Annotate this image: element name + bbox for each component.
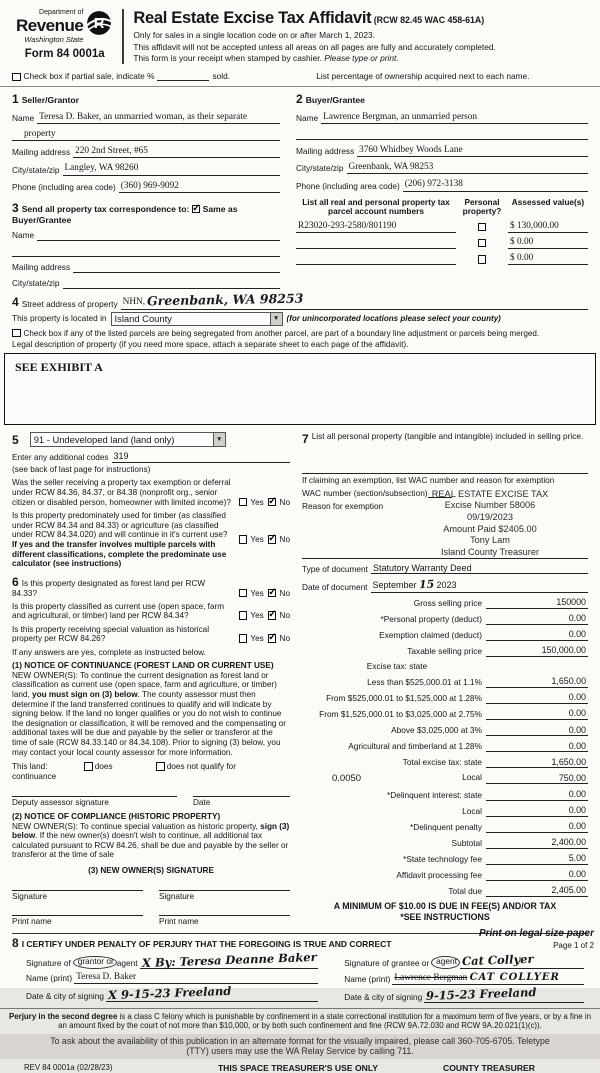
accessibility-note: To ask about the availability of this publication in an alternate format for the visually impaired, please call 360-705-6705. Teletype (TTY) users may use the WA Relay Service by calling 711. <box>0 1034 600 1059</box>
historic-question: Is this property receiving special valuation as historical property per RCW 84.26? Yes ✓ No <box>12 625 290 644</box>
header-divider <box>122 9 124 64</box>
certify-title: I CERTIFY UNDER PENALTY OF PERJURY THAT THE FOREGOING IS TRUE AND CORRECT <box>21 938 392 949</box>
located-in-label: This property is located in <box>12 312 107 323</box>
money-row: Exemption claimed (deduct) 0.00 <box>379 629 586 640</box>
section-1-heading: 1 Seller/Grantor <box>12 92 79 107</box>
assessed-value-field[interactable]: $ 130,000.00 <box>508 221 588 233</box>
new-owner-print-name-field[interactable]: Print name <box>159 915 290 927</box>
county-treasurer-label: COUNTY TREASURER <box>443 1062 535 1073</box>
excise-tax-state-header: Excise tax: state <box>366 660 428 671</box>
grantee-circled-label: agent <box>431 956 460 969</box>
buyer-mailing-field[interactable]: 3760 Whidbey Woods Lane <box>357 145 588 157</box>
money-value-field[interactable]: 0.00 <box>486 869 588 881</box>
seller-name-field-2[interactable]: property <box>12 129 280 141</box>
money-row: *Delinquent penalty 0.00 <box>410 821 586 832</box>
does-not-checkbox[interactable] <box>156 762 165 771</box>
buyer-name-row: Name Lawrence Bergman, an unmarried person <box>296 112 588 124</box>
page-number: Page 1 of 2 <box>553 941 594 950</box>
no-checkbox[interactable] <box>268 589 277 598</box>
affidavit-page: Department of Revenue Washington State R Form 84 0001a Real Estate Excise Tax Affidavit (RCW 82.45 WAC 458-61A) Only for sales in a single location code on or after March 1, 2023. This affidavit will not be accepted unless all areas on all pages are fully and accurately completed. This form is your receipt when stamped by cashier. Please type or print. Check box if partial sale, indicate % sold. List percentage of ownership acquired next to each name. 1 Seller/Grantor Name Teresa D. Baker, an unmarried woman, as their separate property Mailing address 220 2nd Street, #65 City/state/zip Langley, WA 98260 Phone (including area code) (360) 969-9092 3 Send all property tax correspondence to: ✓ Same as Buyer/Grantee Name Mailing address City/state/zip 2 Buyer/Grantee Name Lawrence Bergman, an unmarried person Mailing address 3760 Whidbey Woods Lane City/state/zip Greenbank, WA 98253 Phone (including area code) (206) 972-3138 List all real and personal property tax parcel account numbers Personal property? Assessed value(s) R23020-293-2580/801190 $ 130,000.00 $ 0.00 $ 0.00 4 Street address of property NHN, Greenbank, WA 98253 This property is located in Island County ▼ (for unincorporated locations please select your county) Check box if any of the listed parcels are being segregated from another parcel, are part of a boundary line adjustment or parcels being merged. Legal description of property (if you need more space, attach a separate sheet to each page of the affidavit). SEE EXHIBIT A 5 91 - Undeveloped land (land only) ▼ Enter any additional codes 319 (see back of last page for instructions) Was the seller receiving a property tax exemption or deferral under RCW 84.36, 84.37, or 84.38 (nonprofit org., senior citizen or disabled person, homeowner with limited income)? Yes ✓ No Is this property predominately used for timber (as classified under RCW 84.34 and 84.33) or agriculture (as classified under RCW 84.34.020) and will continue in it's current use? If yes and the transfer involves multiple parcels with different classifications, complete the predominate use calculator (see instructions) Yes ✓ No 6 Is this property designated as forest land per RCW 84.33? Yes ✓ No Is this property classified as current use (open space, farm and agricultural, or timber) land per RCW 84.34? Yes ✓ No Is this property receiving special valuation as historical property per RCW 84.26? Yes ✓ No If any answers are yes, complete as instructed below. (1) NOTICE OF CONTINUANCE (FOREST LAND OR CURRENT USE) NEW OWNER(S): To continue the current designation as forest land or classification as current use (open space, farm and agriculture, or timber) land, you must sign on (3) below. The county assessor must then determine if the land transferred continues to qualify and will indicate by signing below. If the land no longer qualifies or you do not wish to continue the designation or classification, it will be removed and the compensating or additional taxes will be due and payable by the seller or transferor at the time of sale (RCW 84.33.140 or 84.34.108). Prior to signing (3) below, you may contact your local county assessor for more information. This land: continuance does does not qualify for Deputy assessor signature Date (2) NOTICE OF COMPLIANCE (HISTORIC PROPERTY) NEW OWNER(S): To continue special valuation as historic property, sign (3) below. If the new owner(s) doesn't wish to continue, all additional tax calculated pursuant to RCW 84.26, shall be due and payable by the seller or transferor at the time of sale (3) NEW OWNER(S) SIGNATURE Signature Print name Signature Print name 7 List all personal property (tangible and intangible) included in selling price. If claiming an exemption, list WAC number and reason for exemption WAC number (section/subsection) Reason for exemption REAL ESTATE EXCISE TAX Excise Number 58006 09/19/2023 Amount Paid $2405.00 Tony Lam Island County Treasurer Type of document Statutory Warranty Deed Date of document September 15 2023 Gross selling price 150000 *Personal property (deduct) 0.00 Exemption claimed (deduct) 0.00 Taxable selling price 150,000.00 Excise tax: state Less than $525,000.01 at 1.1% 1,650.00 From $525,000.01 to $1,525,000 at 1.28% 0.00 From $1,525,000.01 to $3,025,000 at 2.75% 0.00 Above $3,025,000 at 3% 0.00 Agricultural and timberland at 1.28% 0.00 Total excise tax: state 1,650.00 0.0050 Local 750.00 *Delinquent interest: state 0.00 Local 0.00 *Delinquent penalty 0.00 Subtotal 2,400.00 *State technology fee 5.00 Affidavit processing fee 0.00 Total due 2,405.00 A MINIMUM OF $10.00 IS DUE IN FEE(S) AND/OR TAX *SEE INSTRUCTIONS 8 I CERTIFY UNDER PENALTY OF PERJURY THAT THE FOREGOING IS TRUE AND CORRECT Signature of grantor or agent X By: Teresa Deanne Baker Name (print) Teresa D. Baker Date & city of signing X 9-15-23 Freeland Signature of grantee or agent Cat Collyer Name (print) Lawrence Bergman CAT COLLYER Date & city of signing 9-15-23 Freeland Perjury in the second degree is a class C felony which is punishable by confinement in a state correctional institution for a maximum term of five years, or by a fine in an amount fixed by the court of not more than $10,000, or by both such confinement and fine (RCW 9A.72.030 and RCW 9A.20.021(1)(c)). To ask about the availability of this publication in an alternate format for the visually impaired, please call 360-705-6705. Teletype (TTY) users may use the WA Relay Service by calling 711. REV 84 0001a (02/28/23) THIS SPACE TREASURER'S USE ONLY COUNTY TREASURER Print on legal size paper Page 1 of 2 <box>0 0 600 988</box>
footer-row <box>0 1059 600 1073</box>
money-value-field[interactable]: 0.00 <box>486 741 588 753</box>
partial-sale-row <box>0 66 600 88</box>
grantee-signature-field[interactable] <box>460 951 584 969</box>
agency-name: Revenue <box>16 16 84 36</box>
partial-sale-checkbox[interactable] <box>12 73 21 82</box>
exemption-area <box>302 489 588 559</box>
local-rate: 0.0050 <box>332 773 362 785</box>
deputy-date-field[interactable]: Date <box>193 796 290 808</box>
money-row: *Personal property (deduct) 0.00 <box>380 613 586 624</box>
parcel-number-field[interactable]: R23020-293-2580/801190 <box>296 221 456 233</box>
date-handwriting: 15 <box>418 578 435 592</box>
type-of-document-field[interactable]: Statutory Warranty Deed <box>371 563 588 575</box>
stamp-line: Excise Number 58006 <box>444 500 536 511</box>
money-value-field[interactable]: 0.00 <box>486 725 588 737</box>
title-block <box>133 9 496 64</box>
partial-sale-percent-field[interactable] <box>157 72 209 81</box>
stamp-line: Amount Paid $2405.00 <box>443 523 537 534</box>
parcel-table-header: List all real and personal property tax parcel account numbers Personal property? Assessed value(s) <box>302 196 585 217</box>
grantee-struck-name: Lawrence Bergman <box>394 972 468 983</box>
seller-name-row-2 <box>12 129 280 141</box>
fee-rows <box>302 789 588 897</box>
no-checkbox[interactable] <box>268 611 277 620</box>
correspondence-name-field-2[interactable] <box>12 246 280 257</box>
parcel-row <box>296 237 588 249</box>
legal-description-value: SEE EXHIBIT A <box>15 360 103 375</box>
correspondence-mailing-row: Mailing address <box>12 262 280 273</box>
money-value-field[interactable]: 1,650.00 <box>486 676 588 688</box>
notice-2-body: NEW OWNER(S): To continue special valuation as historic property, sign (3) below. If the new owner(s) doesn't wish to continue, all additional tax calculated pursuant to RCW 84.26, shall be due and payable by the seller or transferor at the time of sale <box>12 821 290 860</box>
correspondence-name-row-2 <box>12 246 280 257</box>
seller-mailing-field[interactable]: 220 2nd Street, #65 <box>73 146 280 158</box>
local-tax-row: 0.0050 Local 750.00 <box>332 772 586 785</box>
dropdown-arrow-icon[interactable]: ▼ <box>270 313 282 325</box>
money-value-field[interactable]: 1,650.00 <box>486 757 588 769</box>
assessed-value-field[interactable]: $ 0.00 <box>508 253 588 265</box>
parcel-table <box>296 221 588 265</box>
grantee-certification: Signature of grantee or agent Cat Collyer Name (print) Lawrence Bergman CAT COLLYER Date & city of signing 9-15-23 Freeland <box>344 951 584 1003</box>
stamp-line: Island County Treasurer <box>440 546 540 557</box>
grantor-signature-handwriting: X By: Teresa Deanne Baker <box>141 950 317 971</box>
section-4: 4 Street address of property NHN, Greenbank, WA 98253 This property is located in Island County ▼ (for unincorporated locations please select your county) Check box if any of the listed parcels are being segregated from another parcel, are part of a boundary line adjustment or parcels being merged. Legal description of property (if you need more space, attach a separate sheet to each page of the affidavit). <box>0 289 600 350</box>
section-7-heading: 7 List all personal property (tangible and intangible) included in selling price. <box>302 431 584 447</box>
money-value-field[interactable]: 0.00 <box>486 821 588 833</box>
header <box>0 0 600 66</box>
excise-rows <box>302 676 588 768</box>
does-checkbox[interactable] <box>84 762 93 771</box>
same-as-buyer-checkbox[interactable] <box>192 205 201 214</box>
assessed-value-field[interactable]: $ 0.00 <box>508 237 588 249</box>
treasurer-use-label: THIS SPACE TREASURER'S USE ONLY <box>217 1062 379 1073</box>
new-owner-print-name-field[interactable]: Print name <box>12 915 143 927</box>
grantor-signature-field[interactable] <box>140 950 319 971</box>
yes-checkbox[interactable] <box>239 634 248 643</box>
seller-city-row: City/state/zip Langley, WA 98260 <box>12 163 280 175</box>
grantee-name-handwriting: CAT COLLYER <box>469 971 560 983</box>
money-value-field[interactable]: 150,000.00 <box>486 645 588 657</box>
buyer-city-field[interactable]: Greenbank, WA 98253 <box>347 162 589 174</box>
correspondence-mailing-field[interactable] <box>73 262 280 273</box>
money-row: *State technology fee 5.00 <box>403 853 586 864</box>
street-address-field[interactable]: NHN, Greenbank, WA 98253 <box>121 292 588 309</box>
county-note: (for unincorporated locations please select your county) <box>286 313 501 323</box>
seller-city-field[interactable]: Langley, WA 98260 <box>63 163 281 175</box>
section-8: 8 I CERTIFY UNDER PENALTY OF PERJURY THAT THE FOREGOING IS TRUE AND CORRECT Signature of grantor or agent X By: Teresa Deanne Baker Name (print) Teresa D. Baker Date & city of signing X 9-15-23 Freeland Signature of grantee or agent Cat Collyer Name (print) Lawrence Bergman CAT COLLYER Date & city of signing 9-15-23 Freeland <box>12 933 588 1003</box>
money-row: From $525,000.01 to $1,525,000 at 1.28% 0.00 <box>326 692 586 704</box>
correspondence-city-row: City/state/zip <box>12 278 280 289</box>
yes-checkbox[interactable] <box>239 535 248 544</box>
seller-name-field[interactable]: Teresa D. Baker, an unmarried woman, as their separate <box>37 112 280 124</box>
stamp-line: REAL ESTATE EXCISE TAX <box>431 488 549 499</box>
money-row: Total excise tax: state 1,650.00 <box>402 756 586 768</box>
seller-name-row: Name Teresa D. Baker, an unmarried woman, as their separate <box>12 112 280 124</box>
this-land-row: This land: continuance does does not qualify for <box>12 762 236 781</box>
land-use-code-dropdown[interactable]: 91 - Undeveloped land (land only) ▼ <box>30 432 226 447</box>
money-value-field[interactable]: 750.00 <box>486 773 588 785</box>
money-value-field[interactable]: 2,405.00 <box>486 885 588 897</box>
agency-state: Washington State <box>24 35 84 45</box>
parcel-number-field[interactable] <box>296 238 456 249</box>
additional-codes-label: Enter any additional codes <box>12 453 109 463</box>
money-row: Subtotal 2,400.00 <box>451 837 586 848</box>
buyer-city-row: City/state/zip Greenbank, WA 98253 <box>296 162 588 174</box>
new-owner-signature-field[interactable]: Signature <box>12 890 143 902</box>
money-value-field[interactable]: 0.00 <box>486 789 588 801</box>
segregated-checkbox[interactable] <box>12 329 21 338</box>
grantor-date-city-field[interactable] <box>106 983 318 1003</box>
no-checkbox[interactable] <box>268 535 277 544</box>
section-2-heading: 2 Buyer/Grantee <box>296 92 365 107</box>
notice-1-title: (1) NOTICE OF CONTINUANCE (FOREST LAND OR CURRENT USE) <box>12 661 274 671</box>
date-of-document-row: Date of document September 15 2023 <box>302 578 588 592</box>
notice-3-title: (3) NEW OWNER(S) SIGNATURE <box>88 865 214 875</box>
money-row: Taxable selling price 150,000.00 <box>407 645 586 657</box>
see-back-note: (see back of last page for instructions) <box>12 464 151 474</box>
legal-description-box[interactable] <box>4 353 596 425</box>
buyer-phone-field[interactable]: (206) 972-3138 <box>403 179 588 191</box>
money-row: Gross selling price 150000 <box>413 597 586 608</box>
grantor-date-handwriting: X 9-15-23 Freeland <box>107 983 232 1003</box>
rcw-code: (RCW 82.45 WAC 458-61A) <box>373 15 485 25</box>
form-number: Form 84 0001a <box>24 48 105 61</box>
money-row: Local 0.00 <box>462 804 586 816</box>
parcel-number-field[interactable] <box>296 254 456 265</box>
money-row: Above $3,025,000 at 3% 0.00 <box>391 724 586 736</box>
dept-of-label: Department of <box>39 9 84 16</box>
agency-block <box>16 9 113 64</box>
correspondence-name-row: Name <box>12 230 280 241</box>
money-row: Total due 2,405.00 <box>448 885 586 897</box>
correspondence-name-field[interactable] <box>37 230 280 241</box>
street-address-handwriting: Greenbank, WA 98253 <box>147 290 304 309</box>
buyer-mailing-row: Mailing address 3760 Whidbey Woods Lane <box>296 145 588 157</box>
no-checkbox[interactable] <box>268 634 277 643</box>
yes-checkbox[interactable] <box>239 589 248 598</box>
buyer-name-row-2 <box>296 129 588 140</box>
money-row: From $1,525,000.01 to $3,025,000 at 2.75% 0.00 <box>319 708 586 720</box>
personal-property-field[interactable] <box>302 473 588 474</box>
grantor-print-name-field[interactable]: Teresa D. Baker <box>74 972 318 984</box>
correspondence-city-field[interactable] <box>63 278 281 289</box>
money-value-field[interactable]: 2,400.00 <box>486 837 588 849</box>
legal-description-label: Legal description of property (if you need more space, attach a separate sheet to each page of the affidavit). <box>12 339 409 350</box>
partial-sale-suffix: sold. <box>212 70 231 81</box>
money-value-field[interactable]: 0.00 <box>486 613 588 625</box>
yes-checkbox[interactable] <box>239 498 248 507</box>
yes-checkbox[interactable] <box>239 611 248 620</box>
personal-property-checkbox[interactable] <box>478 239 487 248</box>
current-use-question: Is this property classified as current use (open space, farm and agricultural, or timber) land per RCW 84.34? Yes ✓ No <box>12 602 290 621</box>
seller-mailing-row: Mailing address 220 2nd Street, #65 <box>12 146 280 158</box>
money-row: Agricultural and timberland at 1.28% 0.00 <box>348 740 586 752</box>
exemption-note: If claiming an exemption, list WAC number and reason for exemption <box>302 474 555 485</box>
notice-1-body: NEW OWNER(S): To continue the current designation as forest land or classification as current use (open space, farm and agriculture, or timber) land, you must sign on (3) below. The county assessor must then determine if the land transferred continues to qualify and will indicate by signing below. If the land no longer qualifies or you do not wish to continue the designation or classification, it will be removed and the compensating or additional taxes will be due and payable by the seller or transferor at the time of sale (RCW 84.33.140 or 84.34.108). Prior to signing (3) below, you may contact your local county assessor for more information. <box>12 670 286 757</box>
stamp-line: Tony Lam <box>470 535 510 546</box>
no-checkbox[interactable] <box>268 498 277 507</box>
if-yes-note: If any answers are yes, complete as instructed below. <box>12 647 206 657</box>
forest-land-question: 6 Is this property designated as forest land per RCW 84.33? Yes ✓ No <box>12 575 290 599</box>
parcel-row <box>296 253 588 265</box>
money-value-field[interactable]: 0.00 <box>486 692 588 704</box>
deputy-assessor-signature-field[interactable]: Deputy assessor signature <box>12 796 177 808</box>
county-dropdown[interactable]: Island County ▼ <box>111 312 283 326</box>
header-note-1: Only for sales in a single location code on or after March 1, 2023. <box>133 30 375 41</box>
seller-phone-row: Phone (including area code) (360) 969-9092 <box>12 181 280 193</box>
type-of-document-row: Type of document Statutory Warranty Deed <box>302 563 588 575</box>
reason-for-exemption-label: Reason for exemption <box>302 501 384 512</box>
revenue-logo-icon <box>85 9 113 37</box>
money-row: Less than $525,000.01 at 1.1% 1,650.00 <box>367 676 586 688</box>
money-value-field[interactable]: 0.00 <box>486 708 588 720</box>
segregated-label: Check box if any of the listed parcels are being segregated from another parcel, are part of a boundary line adjustment or parcels being merged. <box>23 328 540 338</box>
new-owner-signature-field[interactable]: Signature <box>159 890 290 902</box>
see-instructions-note: *SEE INSTRUCTIONS <box>400 911 490 922</box>
rev-number: REV 84 0001a (02/28/23) <box>24 1062 113 1072</box>
new-owner-signatures <box>12 876 290 927</box>
street-address-label: Street address of property <box>21 298 118 309</box>
exemption-question: Was the seller receiving a property tax exemption or deferral under RCW 84.36, 84.37, or 84.38 (nonprofit org., senior citizen or disabled person, homeowner with limited income)? Yes ✓ No <box>12 478 290 507</box>
parcel-row <box>296 221 588 233</box>
form-title: Real Estate Excise Tax Affidavit <box>133 9 372 27</box>
partial-sale-label: Check box if partial sale, indicate % <box>23 70 155 81</box>
money-value-field[interactable]: 0.00 <box>486 629 588 641</box>
money-row: *Delinquent interest: state 0.00 <box>386 788 586 800</box>
grantee-print-name-field[interactable] <box>392 972 584 985</box>
money-value-field[interactable]: 0.00 <box>486 805 588 817</box>
buyer-phone-row: Phone (including area code) (206) 972-3138 <box>296 179 588 191</box>
minimum-due-note: A MINIMUM OF $10.00 IS DUE IN FEE(S) AND/OR TAX <box>333 901 557 912</box>
date-of-document-field[interactable]: September 15 2023 <box>371 578 589 592</box>
seller-phone-field[interactable]: (360) 969-9092 <box>119 181 280 193</box>
personal-property-checkbox[interactable] <box>478 255 487 264</box>
print-note <box>479 928 594 951</box>
buyer-name-field-2[interactable] <box>296 129 588 140</box>
timber-question: Is this property predominately used for timber (as classified under RCW 84.34 and 84.33) or agriculture (as classified under RCW 84.34.020) and will continue in it's current use? If yes and the transfer involves multiple parcels with different classifications, complete the predominate use calculator (see instructions) Yes ✓ No <box>12 511 290 569</box>
treasurer-stamp <box>392 489 588 559</box>
money-value-field[interactable]: 5.00 <box>486 853 588 865</box>
stamp-line: 09/19/2023 <box>467 511 513 522</box>
grantor-certification: Signature of grantor or agent X By: Teresa Deanne Baker Name (print) Teresa D. Baker Date & city of signing X 9-15-23 Freeland <box>26 950 317 1003</box>
grantee-date-handwriting: 9-15-23 Freeland <box>425 985 537 1004</box>
grantee-signature-handwriting: Cat Collyer <box>461 951 534 969</box>
additional-codes-field[interactable]: 319 <box>112 451 291 463</box>
grantor-circled-label: grantor or <box>73 956 117 969</box>
svg-text:R: R <box>94 15 105 32</box>
ownership-note: List percentage of ownership acquired next to each name. <box>316 70 530 81</box>
perjury-statement: Perjury in the second degree is a class C felony which is punishable by confinement in a state correctional institution for a maximum term of five years, or by a fine in an amount fixed by the court of not more than $10,000, or by both such confinement and fine (RCW 9A.72.030 and RCW 9A.20.021(1)(c)). <box>0 1008 600 1031</box>
dropdown-arrow-icon[interactable]: ▼ <box>213 433 225 446</box>
notice-2-title: (2) NOTICE OF COMPLIANCE (HISTORIC PROPERTY) <box>12 812 221 822</box>
money-row: Affidavit processing fee 0.00 <box>396 869 586 880</box>
header-note-3: This form is your receipt when stamped by cashier. Please type or print. <box>133 53 399 64</box>
money-value-field[interactable]: 150000 <box>486 597 588 609</box>
deputy-assessor-row <box>12 796 290 808</box>
personal-property-checkbox[interactable] <box>478 223 487 232</box>
print-legal-note: Print on legal size paper <box>478 928 594 939</box>
header-note-2: This affidavit will not be accepted unless all areas on all pages are fully and accurately completed. <box>133 41 496 52</box>
price-rows <box>302 597 588 657</box>
buyer-name-field[interactable]: Lawrence Bergman, an unmarried person <box>321 112 588 124</box>
section-3-heading: 3 Send all property tax correspondence to: ✓ Same as Buyer/Grantee <box>12 201 280 226</box>
wac-number-label: WAC number (section/subsection) <box>302 487 428 498</box>
grantee-date-city-field[interactable] <box>424 985 584 1004</box>
